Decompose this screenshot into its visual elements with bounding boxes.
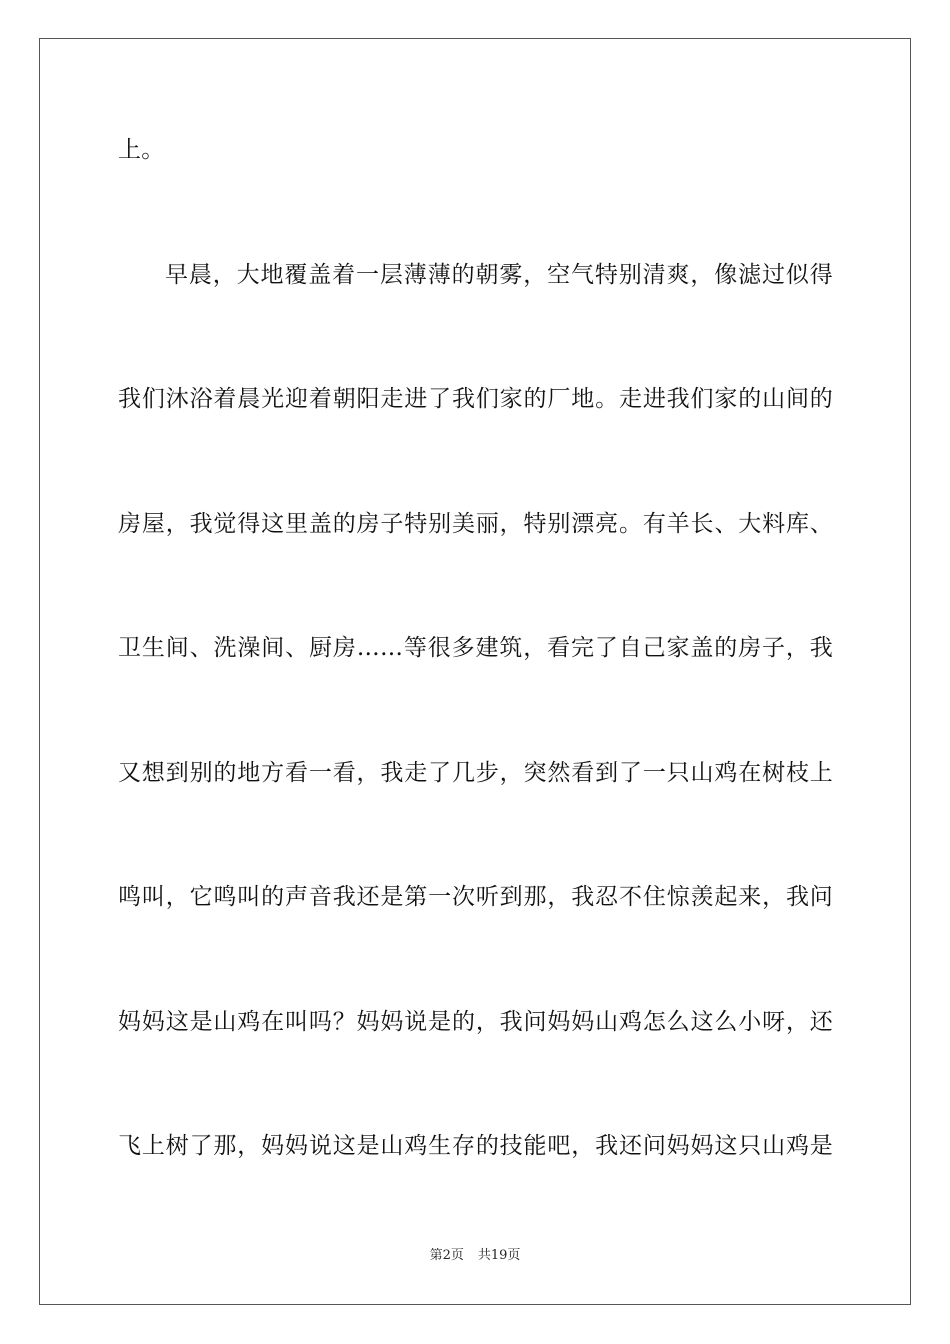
paragraph-line-3: 我们沐浴着晨光迎着朝阳走进了我们家的厂地。走进我们家的山间的 <box>118 386 833 412</box>
paragraph-line-5: 卫生间、洗澡间、厨房……等很多建筑，看完了自己家盖的房子，我 <box>118 635 833 661</box>
paragraph-line-7: 鸣叫，它鸣叫的声音我还是第一次听到那，我忍不住惊羡起来，我问 <box>118 884 833 910</box>
paragraph-line-6: 又想到别的地方看一看，我走了几步，突然看到了一只山鸡在树枝上 <box>118 760 833 786</box>
page-number: 第2页 <box>429 1248 464 1263</box>
paragraph-line-2: 早晨，大地覆盖着一层薄薄的朝雾，空气特别清爽，像滤过似得 <box>165 262 833 288</box>
paragraph-line-1: 上。 <box>118 137 165 163</box>
page-border <box>39 38 911 1305</box>
page-total: 共19页 <box>477 1248 521 1263</box>
paragraph-line-4: 房屋，我觉得这里盖的房子特别美丽，特别漂亮。有羊长、大料库、 <box>118 511 833 537</box>
paragraph-line-8: 妈妈这是山鸡在叫吗？妈妈说是的，我问妈妈山鸡怎么这么小呀，还 <box>118 1009 833 1035</box>
page-footer <box>0 1247 950 1265</box>
paragraph-line-9: 飞上树了那，妈妈说这是山鸡生存的技能吧，我还问妈妈这只山鸡是 <box>118 1133 833 1159</box>
